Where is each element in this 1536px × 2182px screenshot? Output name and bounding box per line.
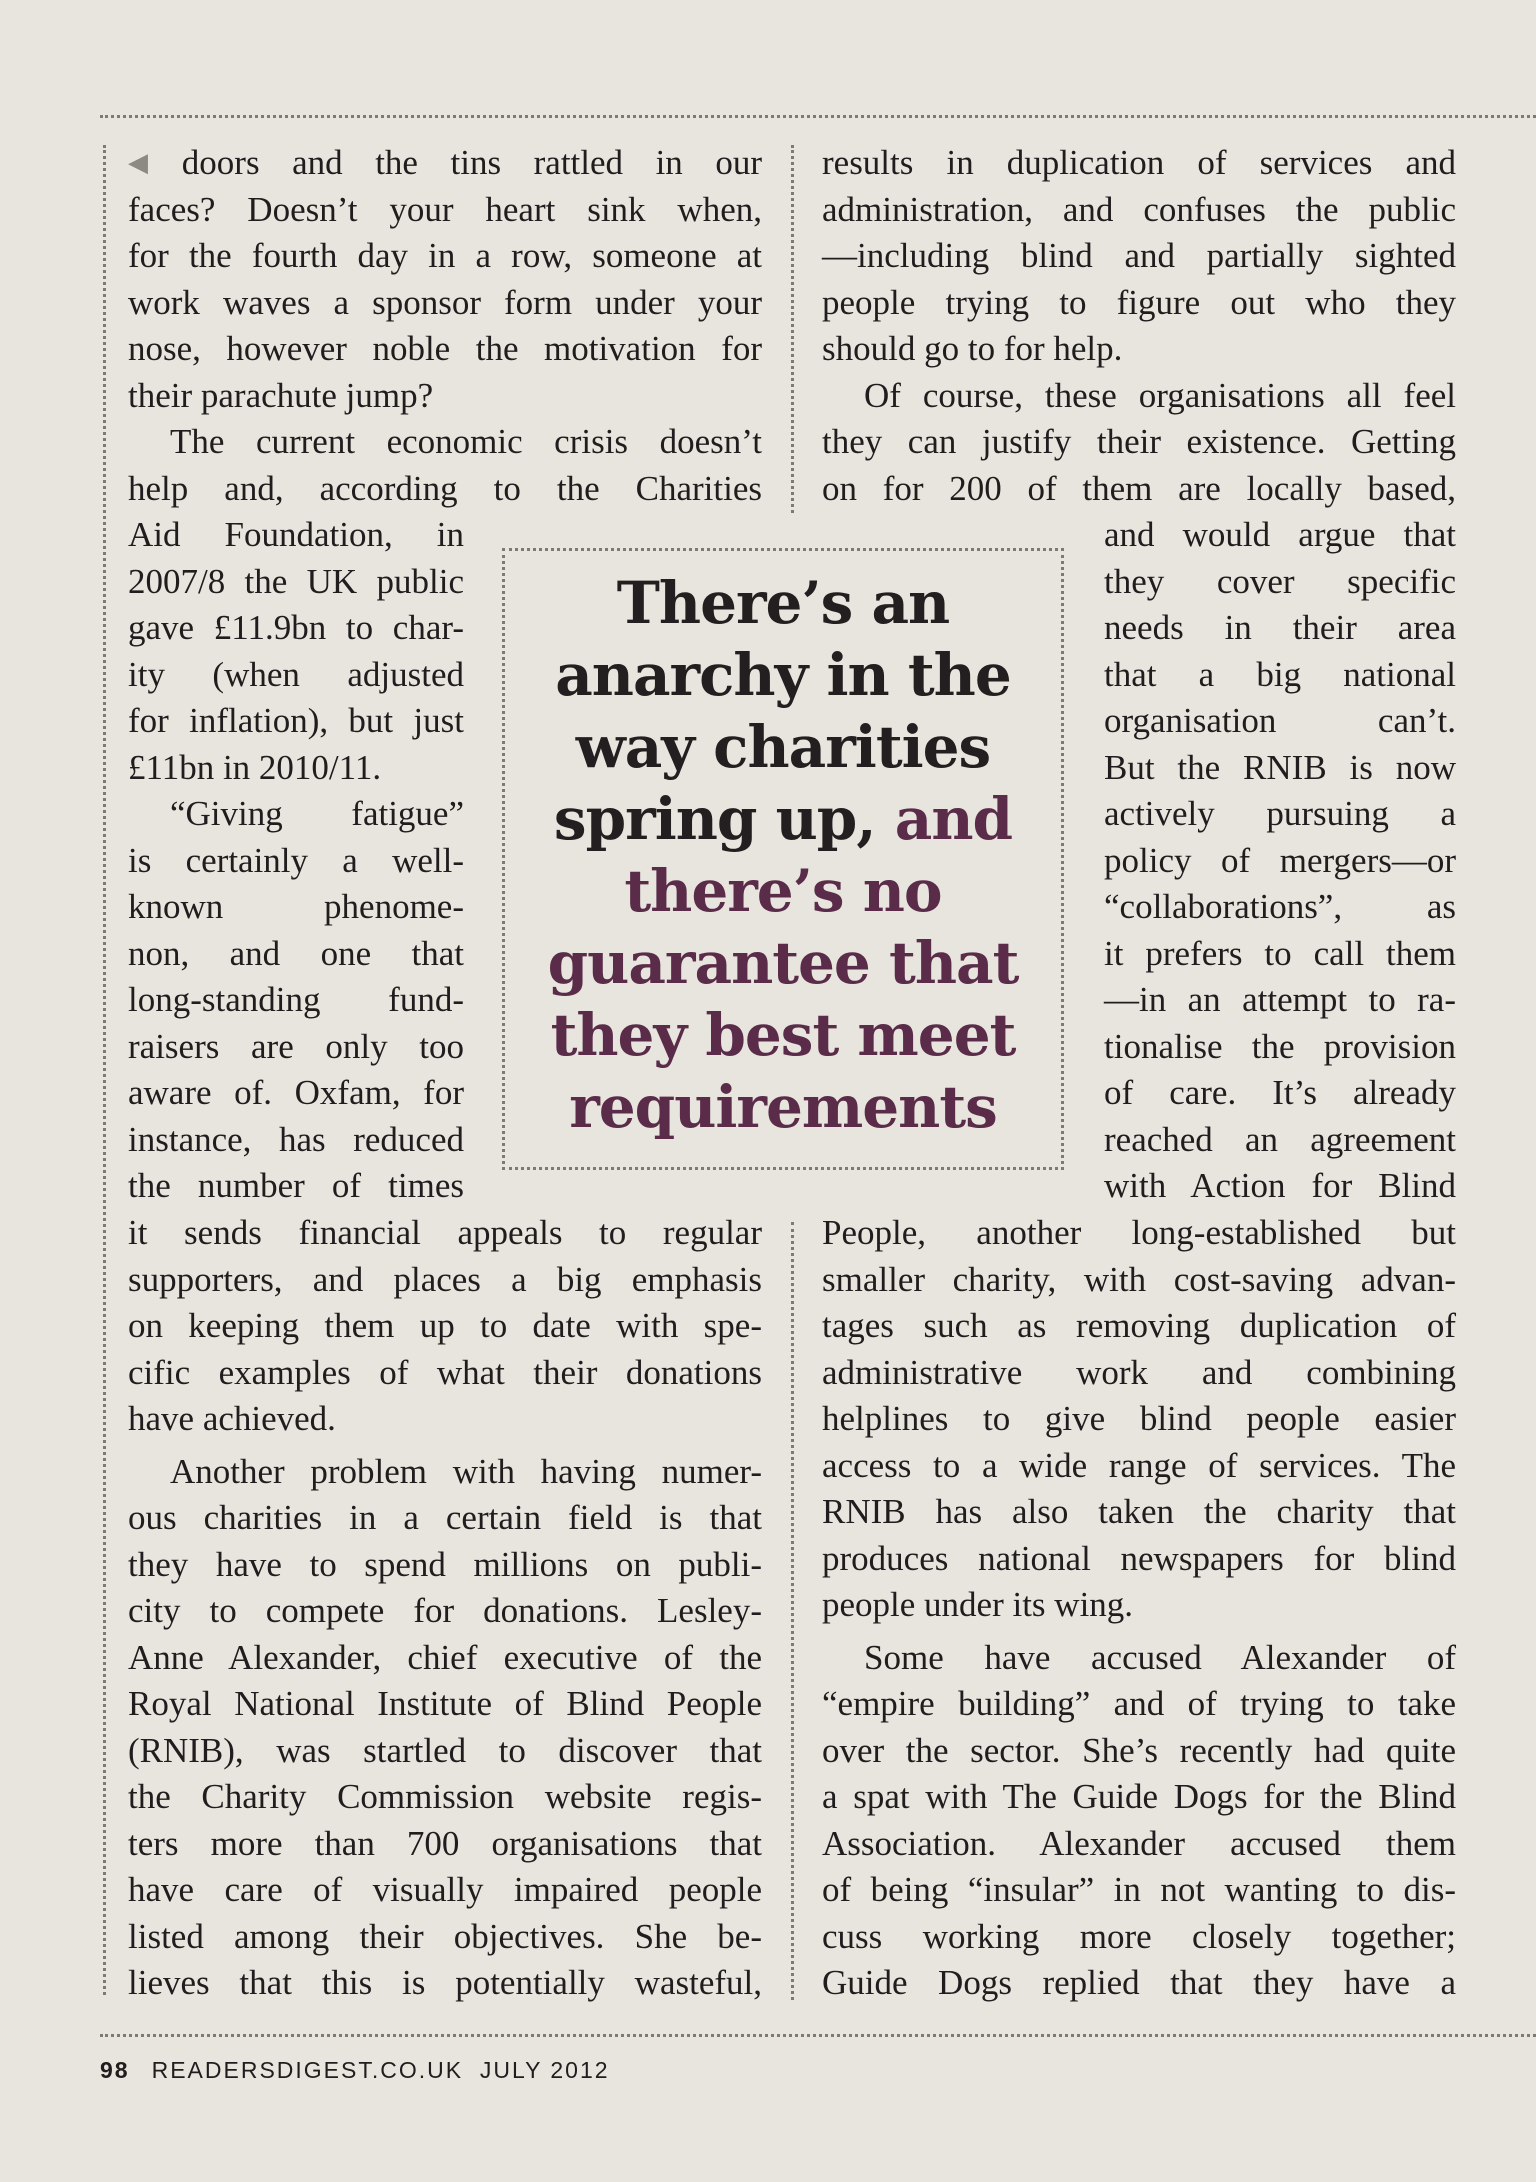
text-line: lieves that this is potentially wasteful, xyxy=(128,1963,762,2002)
text-line: Guide Dogs replied that they have a xyxy=(822,1963,1456,2002)
text-line: administration, and confuses the public xyxy=(822,189,1456,229)
text-line: —in an attempt to ra- xyxy=(1104,980,1456,1019)
text-line: cuss working more closely together; xyxy=(822,1916,1456,1956)
text-line: and would argue that xyxy=(1104,515,1456,554)
text-line: of care. It’s already xyxy=(1104,1073,1456,1112)
pull-quote-line: anarchy in the xyxy=(555,641,1011,709)
left-rule xyxy=(103,145,106,1995)
text-line: 2007/8 the UK public xyxy=(128,561,464,601)
text-line: should go to for help. xyxy=(822,329,1123,368)
text-line: long-standing fund- xyxy=(128,980,464,1019)
text-line: people under its wing. xyxy=(822,1585,1134,1624)
pull-quote-line: way charities xyxy=(575,713,991,781)
text-line: Of course, these organisations all feel xyxy=(864,375,1456,415)
text-line: supporters, and places a big emphasis xyxy=(128,1259,762,1299)
text-line: Royal National Institute of Blind People xyxy=(128,1684,762,1723)
text-line: smaller charity, with cost-saving advan- xyxy=(822,1259,1456,1299)
pull-quote-line: There’s an xyxy=(616,569,950,637)
text-line: have achieved. xyxy=(128,1399,336,1438)
text-line: help and, according to the Charities xyxy=(128,468,762,508)
text-line: nose, however noble the motivation for xyxy=(128,329,762,368)
text-line: People, another long-established but xyxy=(822,1213,1456,1252)
right-column-narrow xyxy=(1104,512,1456,1210)
text-line: policy of mergers—or xyxy=(1104,840,1456,880)
text-line: Another problem with having numer- xyxy=(170,1451,762,1491)
text-line: that a big national xyxy=(1104,654,1456,694)
text-line: ters more than 700 organisations that xyxy=(128,1823,762,1863)
text-line: their parachute jump? xyxy=(128,375,434,415)
text-line: is certainly a well- xyxy=(128,840,464,880)
text-line: Anne Alexander, chief executive of the xyxy=(128,1637,762,1677)
text-line: actively pursuing a xyxy=(1104,794,1456,833)
text-line: access to a wide range of services. The xyxy=(822,1445,1456,1485)
text-line: instance, has reduced xyxy=(128,1119,464,1159)
text-line: known phenome- xyxy=(128,887,464,926)
text-line: they cover specific xyxy=(1104,561,1456,601)
text-line: faces? Doesn’t your heart sink when, xyxy=(128,189,762,229)
text-line: RNIB has also taken the charity that xyxy=(822,1492,1456,1531)
page-footer xyxy=(100,2057,610,2084)
bottom-rule xyxy=(100,2034,1536,2037)
text-line: for the fourth day in a row, someone at xyxy=(128,236,762,275)
text-line: they have to spend millions on publi- xyxy=(128,1544,762,1584)
text-line: helplines to give blind people easier xyxy=(822,1399,1456,1438)
text-line: for inflation), but just xyxy=(128,701,464,740)
text-line: Some have accused Alexander of xyxy=(864,1637,1456,1677)
text-line: —including blind and partially sighted xyxy=(822,236,1456,275)
left-column-bottom xyxy=(128,1210,762,2007)
text-line: non, and one that xyxy=(128,933,464,973)
text-line: The current economic crisis doesn’t xyxy=(170,422,762,461)
text-line: “Giving fatigue” xyxy=(170,794,464,833)
text-line: on keeping them up to date with spe- xyxy=(128,1306,762,1345)
right-column-top xyxy=(822,140,1456,512)
text-line: gave £11.9bn to char- xyxy=(128,608,464,647)
text-line: on for 200 of them are locally based, xyxy=(822,468,1456,508)
text-line: “collaborations”, as xyxy=(1104,887,1456,926)
text-line: ous charities in a certain field is that xyxy=(128,1498,762,1537)
publication-name: READERSDIGEST.CO.UK xyxy=(151,2057,464,2083)
left-column-top xyxy=(128,140,762,512)
text-line: “empire building” and of trying to take xyxy=(822,1684,1456,1723)
text-line: it prefers to call them xyxy=(1104,933,1456,973)
text-line: Association. Alexander accused them xyxy=(822,1823,1456,1863)
text-line: aware of. Oxfam, for xyxy=(128,1073,464,1112)
pull-quote-accent-fragment: and xyxy=(875,785,1013,853)
text-line: needs in their area xyxy=(1104,608,1456,647)
column-divider-top xyxy=(791,145,794,513)
text-line: listed among their objectives. She be- xyxy=(128,1916,762,1956)
text-line: (RNIB), was startled to discover that xyxy=(128,1730,762,1770)
text-line: tionalise the provision xyxy=(1104,1026,1456,1066)
pull-quote xyxy=(502,548,1064,1170)
pull-quote-accent-line: they best meet xyxy=(550,1001,1016,1069)
pull-quote-accent-line: there’s no xyxy=(624,857,942,925)
pull-quote-accent-line: requirements xyxy=(569,1073,997,1141)
text-line: reached an agreement xyxy=(1104,1119,1456,1159)
text-line: of being “insular” in not wanting to dis- xyxy=(822,1870,1456,1909)
issue-date: JULY 2012 xyxy=(479,2057,610,2083)
text-line: tages such as removing duplication of xyxy=(822,1306,1456,1345)
page-number: 98 xyxy=(100,2057,130,2083)
text-line: they can justify their existence. Getting xyxy=(822,422,1456,461)
text-line: ◀ doors and the tins rattled in our xyxy=(128,143,762,182)
text-line: ity (when adjusted xyxy=(128,654,464,694)
text-line: with Action for Blind xyxy=(1104,1166,1456,1205)
pull-quote-text xyxy=(548,567,1019,1143)
text-line: Aid Foundation, in xyxy=(128,515,464,554)
text-line: it sends financial appeals to regular xyxy=(128,1213,762,1252)
pull-quote-accent-line: guarantee that xyxy=(547,929,1019,997)
text-line: results in duplication of services and xyxy=(822,143,1456,182)
right-column-bottom xyxy=(822,1210,1456,2007)
text-line: have care of visually impaired people xyxy=(128,1870,762,1909)
text-line: produces national newspapers for blind xyxy=(822,1538,1456,1578)
top-rule xyxy=(100,115,1536,118)
text-line: But the RNIB is now xyxy=(1104,747,1456,787)
text-line: people trying to figure out who they xyxy=(822,282,1456,322)
text-line: the number of times xyxy=(128,1166,464,1205)
text-line: over the sector. She’s recently had quite xyxy=(822,1730,1456,1770)
text-line: £11bn in 2010/11. xyxy=(128,747,382,787)
text-line: raisers are only too xyxy=(128,1026,464,1066)
text-line: work waves a sponsor form under your xyxy=(128,282,762,322)
text-line: the Charity Commission website regis- xyxy=(128,1777,762,1816)
continuation-arrow-icon: ◀ xyxy=(128,148,172,177)
text-line: city to compete for donations. Lesley- xyxy=(128,1591,762,1630)
text-line: administrative work and combining xyxy=(822,1352,1456,1392)
pull-quote-line xyxy=(548,783,1019,855)
left-column-narrow xyxy=(128,512,464,1210)
column-divider-bottom xyxy=(791,1222,794,2000)
text-line: a spat with The Guide Dogs for the Blind xyxy=(822,1777,1456,1816)
pull-quote-fragment: spring up, xyxy=(553,785,876,853)
text-line: organisation can’t. xyxy=(1104,701,1456,740)
text-line: cific examples of what their donations xyxy=(128,1352,762,1392)
